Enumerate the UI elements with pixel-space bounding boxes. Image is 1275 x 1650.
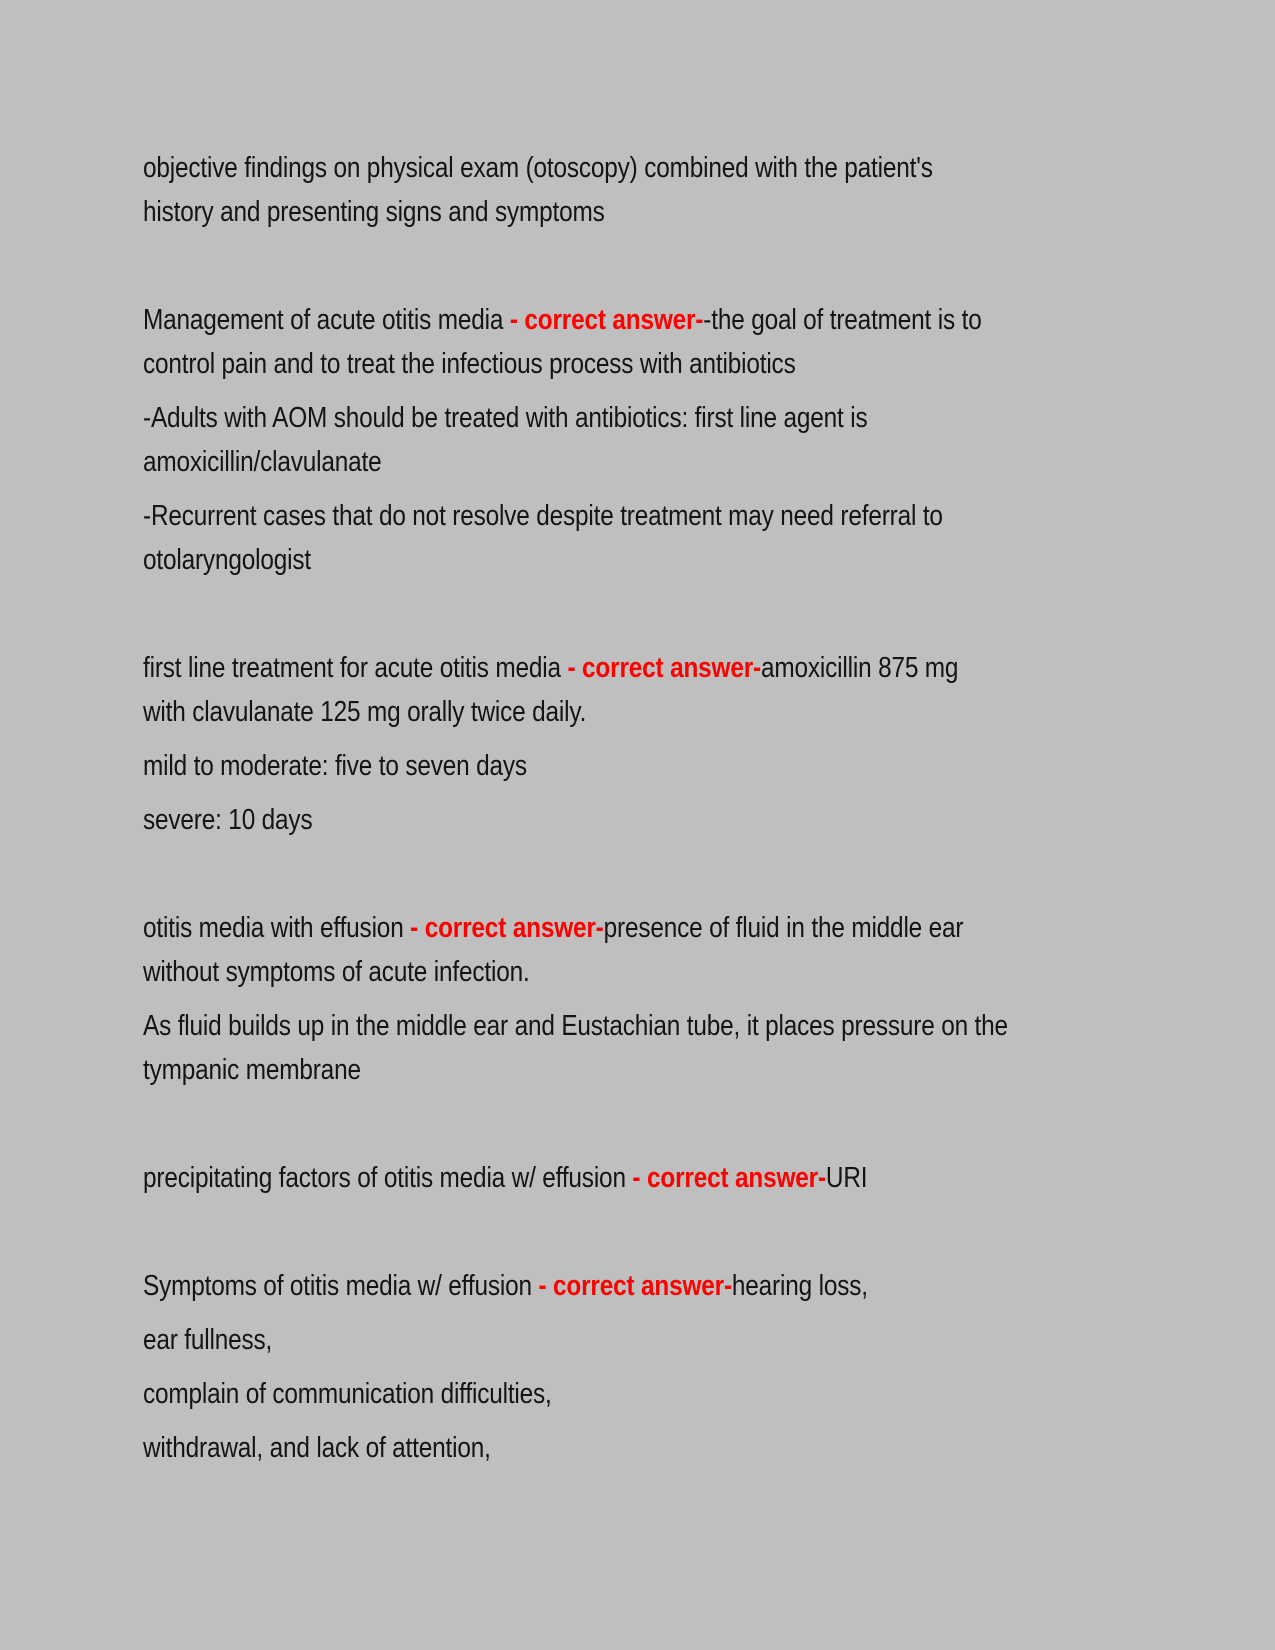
paragraph — [143, 744, 1227, 788]
blank-line — [143, 1210, 1227, 1254]
correct-answer-label: - correct answer- — [632, 1162, 826, 1194]
text-run: control pain and to treat the infectious process with antibiotics — [143, 348, 796, 380]
text-run: without symptoms of acute infection. — [143, 956, 530, 988]
blank-line — [143, 592, 1227, 636]
text-run: objective findings on physical exam (otoscopy) combined with the patient's — [143, 152, 933, 184]
blank-line — [143, 244, 1227, 288]
text-run: withdrawal, and lack of attention, — [143, 1432, 491, 1464]
text-run: -the goal of treatment is to — [703, 304, 982, 336]
text-run: presence of fluid in the middle ear — [603, 912, 964, 944]
text-run: As fluid builds up in the middle ear and Eustachian tube, it places pressure on the — [143, 1010, 1008, 1042]
paragraph — [143, 646, 1227, 734]
text-run: otolaryngologist — [143, 544, 311, 576]
paragraph — [143, 1156, 1227, 1200]
correct-answer-label: - correct answer- — [538, 1270, 732, 1302]
paragraph — [143, 146, 1227, 234]
text-run: ear fullness, — [143, 1324, 273, 1356]
correct-answer-label: - correct answer- — [410, 912, 604, 944]
text-run: hearing loss, — [731, 1270, 868, 1302]
text-run: -Recurrent cases that do not resolve despite treatment may need referral to — [143, 500, 943, 532]
paragraph — [143, 1372, 1227, 1416]
text-run: first line treatment for acute otitis media — [143, 652, 568, 684]
blank-line — [143, 1102, 1227, 1146]
paragraph — [143, 798, 1227, 842]
text-run: mild to moderate: five to seven days — [143, 750, 527, 782]
paragraph — [143, 906, 1227, 994]
paragraph — [143, 1318, 1227, 1362]
paragraph — [143, 1426, 1227, 1470]
paragraph — [143, 494, 1227, 582]
text-run: precipitating factors of otitis media w/ effusion — [143, 1162, 633, 1194]
paragraph — [143, 396, 1227, 484]
paragraph — [143, 1264, 1227, 1308]
text-run: Management of acute otitis media — [143, 304, 510, 336]
text-run: severe: 10 days — [143, 804, 313, 836]
document-body — [143, 146, 1227, 1480]
text-run: -Adults with AOM should be treated with antibiotics: first line agent is — [143, 402, 868, 434]
correct-answer-label: - correct answer- — [509, 304, 704, 336]
blank-line — [143, 852, 1227, 896]
correct-answer-label: - correct answer- — [567, 652, 761, 684]
text-run: otitis media with effusion — [143, 912, 411, 944]
paragraph — [143, 1004, 1227, 1092]
text-run: URI — [825, 1162, 868, 1194]
text-run: complain of communication difficulties, — [143, 1378, 552, 1410]
text-run: amoxicillin 875 mg — [760, 652, 959, 684]
text-run: with clavulanate 125 mg orally twice daily. — [143, 696, 587, 728]
text-run: Symptoms of otitis media w/ effusion — [143, 1270, 539, 1302]
paragraph — [143, 298, 1227, 386]
text-run: history and presenting signs and symptoms — [143, 196, 605, 228]
text-run: amoxicillin/clavulanate — [143, 446, 382, 478]
text-run: tympanic membrane — [143, 1054, 361, 1086]
